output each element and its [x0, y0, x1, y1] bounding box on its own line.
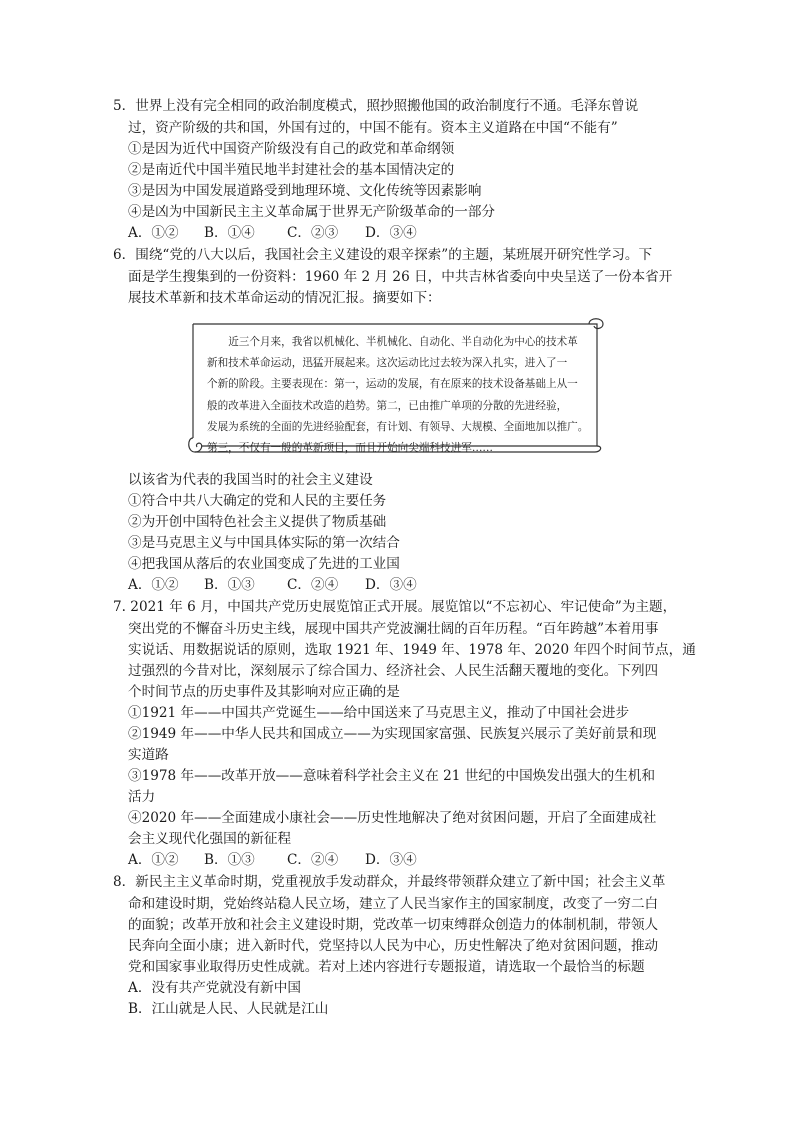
q5-answer-row: [128, 223, 417, 243]
q8-stem-line-4: 民奔向全面小康；进入新时代，党坚持以人民为中心，历史性解决了绝对贫困问题，推动: [128, 938, 659, 954]
q6-answer-b[interactable]: B．①③: [204, 577, 255, 593]
q6-item-1: ①符合中共八大确定的党和人民的主要任务: [128, 493, 387, 509]
q5-item-3: ③是因为中国发展道路受到地理环境、文化传统等因素影响: [128, 183, 482, 199]
q7-item-4-line-1: ④2020 年——全面建成小康社会——历史性地解决了绝对贫困问题，开启了全面建成社: [128, 810, 657, 826]
q6-item-2: ②为开创中国特色社会主义提供了物质基础: [128, 514, 387, 530]
q6-answer-a[interactable]: A．①②: [128, 577, 179, 593]
q6-answer-c[interactable]: C．②④: [287, 577, 339, 593]
q7-item-1: ①1921 年——中国共产党诞生——给中国送来了马克思主义，推动了中国社会进步: [128, 705, 630, 721]
q8-stem-line-1: 8．新民主主义革命时期，党重视放手发动群众，并最终带领群众建立了新中国；社会主义革: [113, 874, 666, 890]
q7-stem-line-2: 突出党的不懈奋斗历史主线，展现中国共产党波澜壮阔的百年历程。“百年跨越”本着用事: [128, 621, 659, 637]
q7-stem-line-5: 个时间节点的历史事件及其影响对应正确的是: [128, 684, 400, 700]
q5-item-4: ④是凶为中国新民主主义革命属于世界无产阶级革命的一部分: [128, 204, 496, 220]
q5-answer-d[interactable]: D．③④: [365, 225, 417, 241]
q7-answer-a[interactable]: A．①②: [128, 852, 179, 868]
q5-item-1: ①是因为近代中国资产阶级没有自己的政党和革命纲领: [128, 141, 455, 157]
q5-answer-a[interactable]: A．①②: [128, 225, 179, 241]
q7-item-2-line-2: 实道路: [128, 747, 169, 763]
q7-item-4-line-2: 会主义现代化强国的新征程: [128, 831, 292, 847]
q5-answer-b[interactable]: B．①④: [204, 225, 255, 241]
q6-answer-d[interactable]: D．③④: [365, 577, 417, 593]
q7-item-3-line-1: ③1978 年——改革开放——意味着科学社会主义在 21 世纪的中国焕发出强大的生机和: [128, 768, 656, 784]
scroll-line-6: 第三，不仅有一般的革新项目，而且开始向尖端科技进军……: [207, 442, 494, 455]
q6-stem-line-3: 展技术革新和技术革命运动的情况汇报。摘要如下：: [128, 290, 441, 306]
q7-item-3-line-2: 活力: [128, 789, 156, 805]
q7-item-2-line-1: ②1949 年——中华人民共和国成立——为实现国家富强、民族复兴展示了美好前景和现: [128, 726, 657, 742]
q7-answer-c[interactable]: C．②④: [287, 852, 339, 868]
q6-stem-line-1: 6．围绕“党的八大以后，我国社会主义建设的艰辛探索”的主题，某班展开研究性学习。下: [113, 247, 653, 263]
q7-answer-row: [128, 850, 417, 870]
q8-stem-line-5: 党和国家事业取得历史性成就。若对上述内容进行专题报道，请选取一个最恰当的标题: [128, 959, 645, 975]
q5-answer-c[interactable]: C．②③: [287, 225, 339, 241]
q8-option-b[interactable]: B．江山就是人民、人民就是江山: [128, 1001, 329, 1017]
q6-answer-row: [128, 575, 417, 595]
q5-stem-line-1: 5．世界上没有完全相同的政治制度模式，照抄照搬他国的政治制度行不通。毛泽东曾说: [113, 98, 639, 114]
q7-stem-line-4: 过强烈的今昔对比，深刻展示了综合国力、经济社会、人民生活翻天覆地的变化。下列四: [128, 663, 659, 679]
q7-stem-line-1: 7. 2021 年 6 月，中国共产党历史展览馆正式开展。展览馆以“不忘初心、牢记使命”为主题，: [113, 599, 677, 615]
q6-stem-line-2: 面是学生搜集到的一份资料：1960 年 2 月 26 日，中共吉林省委向中央呈送了一份本省开: [128, 269, 673, 285]
scroll-line-3: 个新的阶段。主要表现在：第一，运动的发展，有在原来的技术设备基础上从一: [207, 378, 578, 391]
scroll-line-4: 般的改革进入全面技术改造的趋势。第二，已由推广单项的分散的先进经验，: [207, 399, 568, 412]
q6-lead: 以该省为代表的我国当时的社会主义建设: [128, 472, 373, 488]
document-scroll: [185, 318, 609, 456]
scroll-line-2: 新和技术革命运动，迅猛开展起来。这次运动比过去较为深入扎实，进入了一: [207, 357, 568, 370]
q8-stem-line-2: 命和建设时期，党始终站稳人民立场，建立了人民当家作主的国家制度，改变了一穷二白: [128, 896, 659, 912]
q5-item-2: ②是南近代中国半殖民地半封建社会的基本国情决定的: [128, 162, 455, 178]
q7-stem-line-3: 实说话、用数据说话的原则，选取 1921 年、1949 年、1978 年、2020 年四个时间节点，通: [128, 642, 696, 658]
q5-stem-line-2: 过，资产阶级的共和国，外国有过的，中国不能有。资本主义道路在中国“不能有”: [128, 120, 618, 136]
q7-answer-d[interactable]: D．③④: [365, 852, 417, 868]
scroll-line-1: 近三个月来，我省以机械化、半机械化、自动化、半自动化为中心的技术革: [228, 336, 578, 348]
q6-item-4: ④把我国从落后的农业国变成了先进的工业国: [128, 556, 400, 572]
scroll-line-5: 发展为系统的全面的先进经验配套，有计划、有领导、大规模、全面地加以推广。: [207, 420, 589, 433]
q8-stem-line-3: 的面貌；改革开放和社会主义建设时期，党改革一切束缚群众创造力的体制机制，带领人: [128, 917, 659, 933]
scroll-text: [207, 332, 591, 459]
q6-item-3: ③是马克思主义与中国具体实际的第一次结合: [128, 535, 400, 551]
q7-answer-b[interactable]: B．①③: [204, 852, 255, 868]
q8-option-a[interactable]: A．没有共产党就没有新中国: [128, 980, 301, 996]
